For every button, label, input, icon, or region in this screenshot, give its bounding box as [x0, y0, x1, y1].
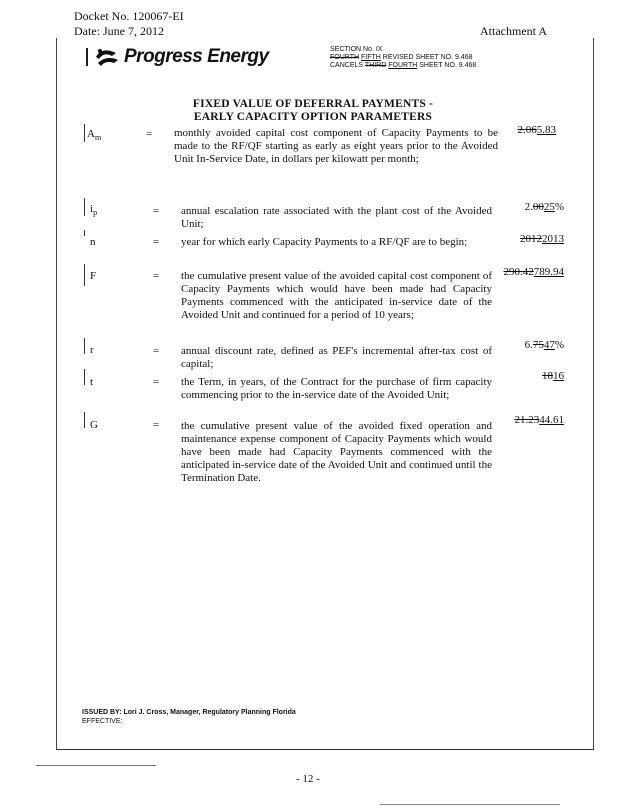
revision-bar [84, 124, 85, 142]
param-value: 6.7547% [524, 339, 564, 351]
param-description: monthly avoided capital cost component of Capacity Payments to be made to the RF/QF starting as early as eight years prior to the Avoided Unit In-Service Date, in dollars per kilowatt per month; [174, 127, 498, 165]
revision-bar [84, 198, 85, 216]
docket-block [74, 9, 184, 39]
param-value: 2.0025% [524, 201, 564, 213]
revised-struck: FOURTH [330, 54, 360, 61]
revised-new: FIFTH [361, 54, 381, 61]
param-value: 20122013 [520, 233, 564, 245]
effective-label: EFFECTIVE: [82, 718, 123, 725]
param-description: the cumulative present value of the avoided capital cost component of Capacity Payments which would have been made had Capacity Payments commenced with the anticipated in-service date of the Avoided Unit and continued for a period of 10 years; [181, 270, 492, 321]
footer-block [82, 708, 296, 726]
param-symbol: n [90, 236, 96, 248]
progress-energy-logo-icon [94, 47, 120, 67]
cancels-rest: SHEET NO. 9.468 [419, 62, 477, 69]
param-equals: = [153, 205, 160, 217]
cancels-sheet-line [330, 62, 476, 70]
page-number: - 12 - [296, 773, 320, 785]
param-symbol: r [90, 344, 94, 356]
revision-bar [84, 230, 85, 236]
cancels-struck: THIRD [364, 62, 387, 69]
param-description: annual discount rate, defined as PEF's incremental after-tax cost of capital; [181, 345, 492, 370]
param-description: year for which early Capacity Payments to a RF/QF are to begin; [181, 236, 468, 248]
docket-date: Date: June 7, 2012 [74, 24, 164, 38]
attachment-label: Attachment A [480, 24, 547, 38]
param-equals: = [153, 419, 160, 431]
revised-rest: REVISED SHEET NO. 9.468 [382, 54, 473, 61]
docket-number: Docket No. 120067-EI [74, 9, 184, 23]
param-symbol: F [90, 270, 97, 282]
param-symbol: t [90, 376, 94, 388]
section-block [330, 46, 476, 70]
scan-line-right [380, 804, 560, 805]
param-value: 2.065.83 [517, 124, 556, 136]
param-equals: = [153, 376, 160, 388]
page-title [150, 98, 476, 124]
revision-bar [84, 412, 85, 428]
logo-bar [86, 48, 88, 66]
param-equals: = [153, 345, 160, 357]
param-value: 290.42789.94 [503, 266, 564, 278]
title-line-2: EARLY CAPACITY OPTION PARAMETERS [193, 111, 433, 123]
param-description: the cumulative present value of the avoided fixed operation and maintenance expense component of Capacity Payments which would have been made had Capacity Payments commenced with the anticipated in-service date of the Avoided Unit and continued until the Termination Date. [181, 420, 492, 484]
left-border-line [56, 38, 57, 750]
revised-sheet-line [330, 54, 476, 62]
company-name: Progress Energy [124, 46, 269, 67]
param-equals: = [153, 270, 160, 282]
param-description: annual escalation rate associated with the plant cost of the Avoided Unit; [181, 205, 492, 230]
issued-by: ISSUED BY: Lori J. Cross, Manager, Regulatory Planning Florida [82, 709, 296, 716]
param-symbol: $i_p$ [90, 203, 98, 218]
param-symbol: G [90, 419, 98, 431]
param-value: 21.2344.61 [514, 414, 564, 426]
revision-bar [84, 264, 85, 286]
param-symbol: $A_m$ [87, 128, 102, 143]
cancels-prefix: CANCELS [330, 62, 364, 69]
company-logo [86, 46, 269, 68]
cancels-new: FOURTH [388, 62, 418, 69]
param-equals: = [146, 128, 153, 140]
param-description: the Term, in years, of the Contract for the purchase of firm capacity commencing prior to the in-service date of the Avoided Unit; [181, 376, 492, 401]
param-value: 1816 [542, 370, 564, 382]
scan-line-left [36, 765, 156, 766]
section-number: SECTION No. IX [330, 46, 383, 53]
revision-bar [84, 338, 85, 354]
revision-bar [84, 369, 85, 385]
title-line-1: FIXED VALUE OF DEFERRAL PAYMENTS - [192, 98, 434, 110]
bottom-border-line [56, 749, 594, 750]
param-equals: = [153, 236, 160, 248]
right-border-line [593, 38, 594, 750]
